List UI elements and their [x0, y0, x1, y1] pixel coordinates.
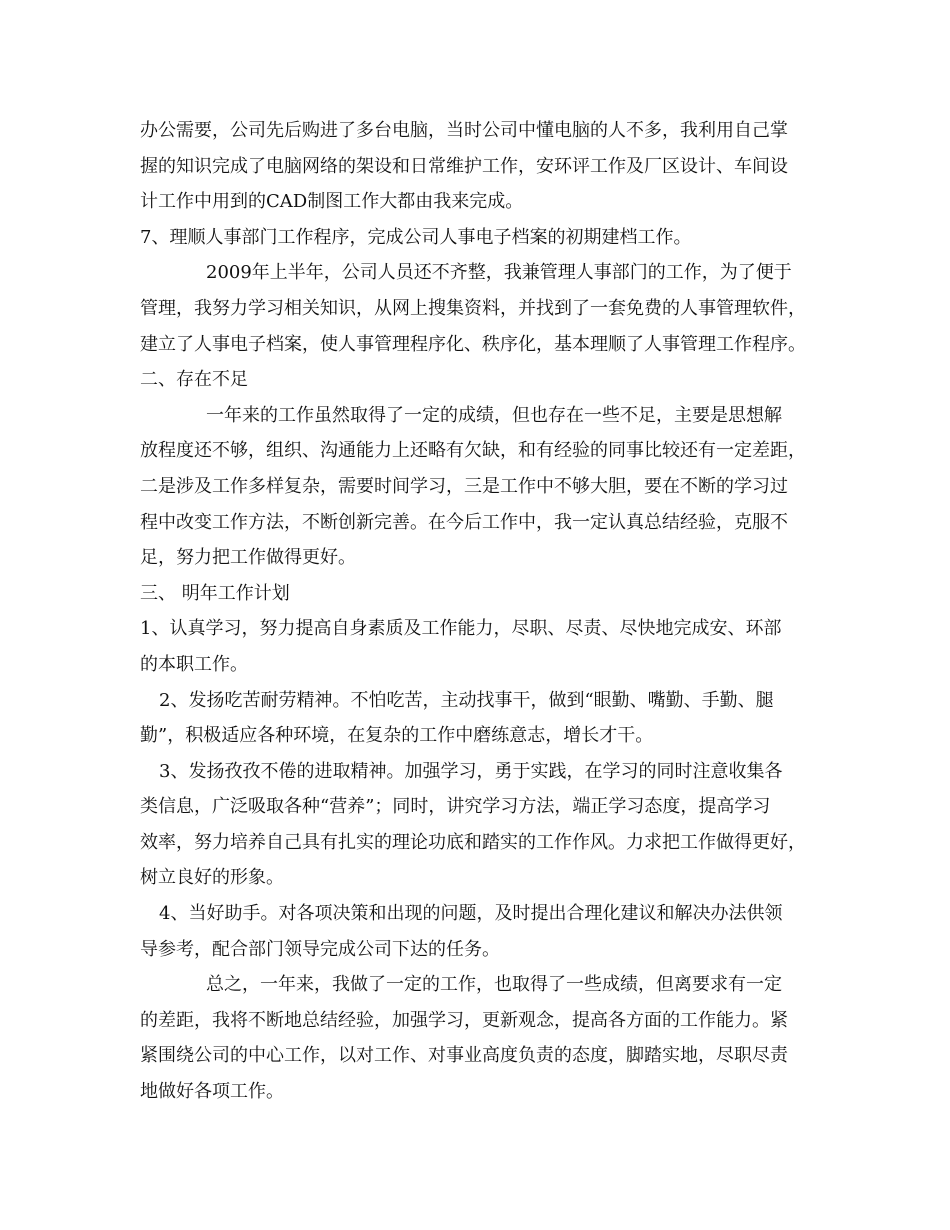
text-line: 一年来的工作虽然取得了一定的成绩，但也存在一些不足，主要是思想解: [206, 404, 782, 426]
text-line: 勤”，积极适应各种环境，在复杂的工作中磨练意志，增长才干。: [140, 725, 654, 747]
text-line: 的差距，我将不断地总结经验，加强学习，更新观念，提高各方面的工作能力。紧: [140, 1009, 788, 1031]
text-line: 总之，一年来，我做了一定的工作，也取得了一些成绩，但离要求有一定: [206, 974, 782, 996]
text-line: 树立良好的形象。: [140, 867, 284, 889]
document-body: [140, 113, 820, 1110]
text-line: 类信息，广泛吸取各种“营养”；同时，讲究学习方法，端正学习态度，提高学习: [140, 796, 771, 818]
text-line: 效率，努力培养自己具有扎实的理论功底和踏实的工作作风。力求把工作做得更好，: [140, 831, 806, 853]
text-line: 地做好各项工作。: [140, 1081, 284, 1103]
text-line: 放程度还不够，组织、沟通能力上还略有欠缺，和有经验的同事比较还有一定差距，: [140, 440, 806, 462]
text-line: 1、认真学习，努力提高自身素质及工作能力，尽职、尽责、尽快地完成安、环部: [140, 618, 782, 640]
text-line: 握的知识完成了电脑网络的架设和日常维护工作，安环评工作及厂区设计、车间设: [140, 155, 788, 177]
text-line: 的本职工作。: [140, 653, 248, 675]
text-line: 二、存在不足: [140, 369, 248, 391]
text-line: 足，努力把工作做得更好。: [140, 547, 356, 569]
text-line: 程中改变工作方法，不断创新完善。在今后工作中，我一定认真总结经验，克服不: [140, 511, 788, 533]
text-line: 计工作中用到的CAD制图工作大都由我来完成。: [140, 191, 524, 213]
text-line: 3、发扬孜孜不倦的进取精神。加强学习，勇于实践，在学习的同时注意收集各: [159, 760, 783, 782]
text-line: 导参考，配合部门领导完成公司下达的任务。: [140, 938, 500, 960]
text-line: 7、理顺人事部门工作程序，完成公司人事电子档案的初期建档工作。: [140, 226, 692, 248]
text-line: 2009年上半年，公司人员还不齐整，我兼管理人事部门的工作，为了便于: [206, 262, 792, 284]
text-line: 管理，我努力学习相关知识，从网上搜集资料，并找到了一套免费的人事管理软件，: [140, 297, 806, 319]
text-line: 2、发扬吃苦耐劳精神。不怕吃苦，主动找事干，做到“眼勤、嘴勤、手勤、腿: [159, 689, 774, 711]
text-line: 紧围绕公司的中心工作，以对工作、对事业高度负责的态度，脚踏实地，尽职尽责: [140, 1045, 788, 1067]
text-line: 4、当好助手。对各项决策和出现的问题，及时提出合理化建议和解决办法供领: [159, 903, 783, 925]
text-line: 建立了人事电子档案，使人事管理程序化、秩序化，基本理顺了人事管理工作程序。: [140, 333, 806, 355]
text-line: 三、 明年工作计划: [140, 582, 290, 604]
text-line: 二是涉及工作多样复杂，需要时间学习，三是工作中不够大胆，要在不断的学习过: [140, 475, 788, 497]
text-line: 办公需要，公司先后购进了多台电脑，当时公司中懂电脑的人不多，我利用自己掌: [140, 120, 788, 141]
